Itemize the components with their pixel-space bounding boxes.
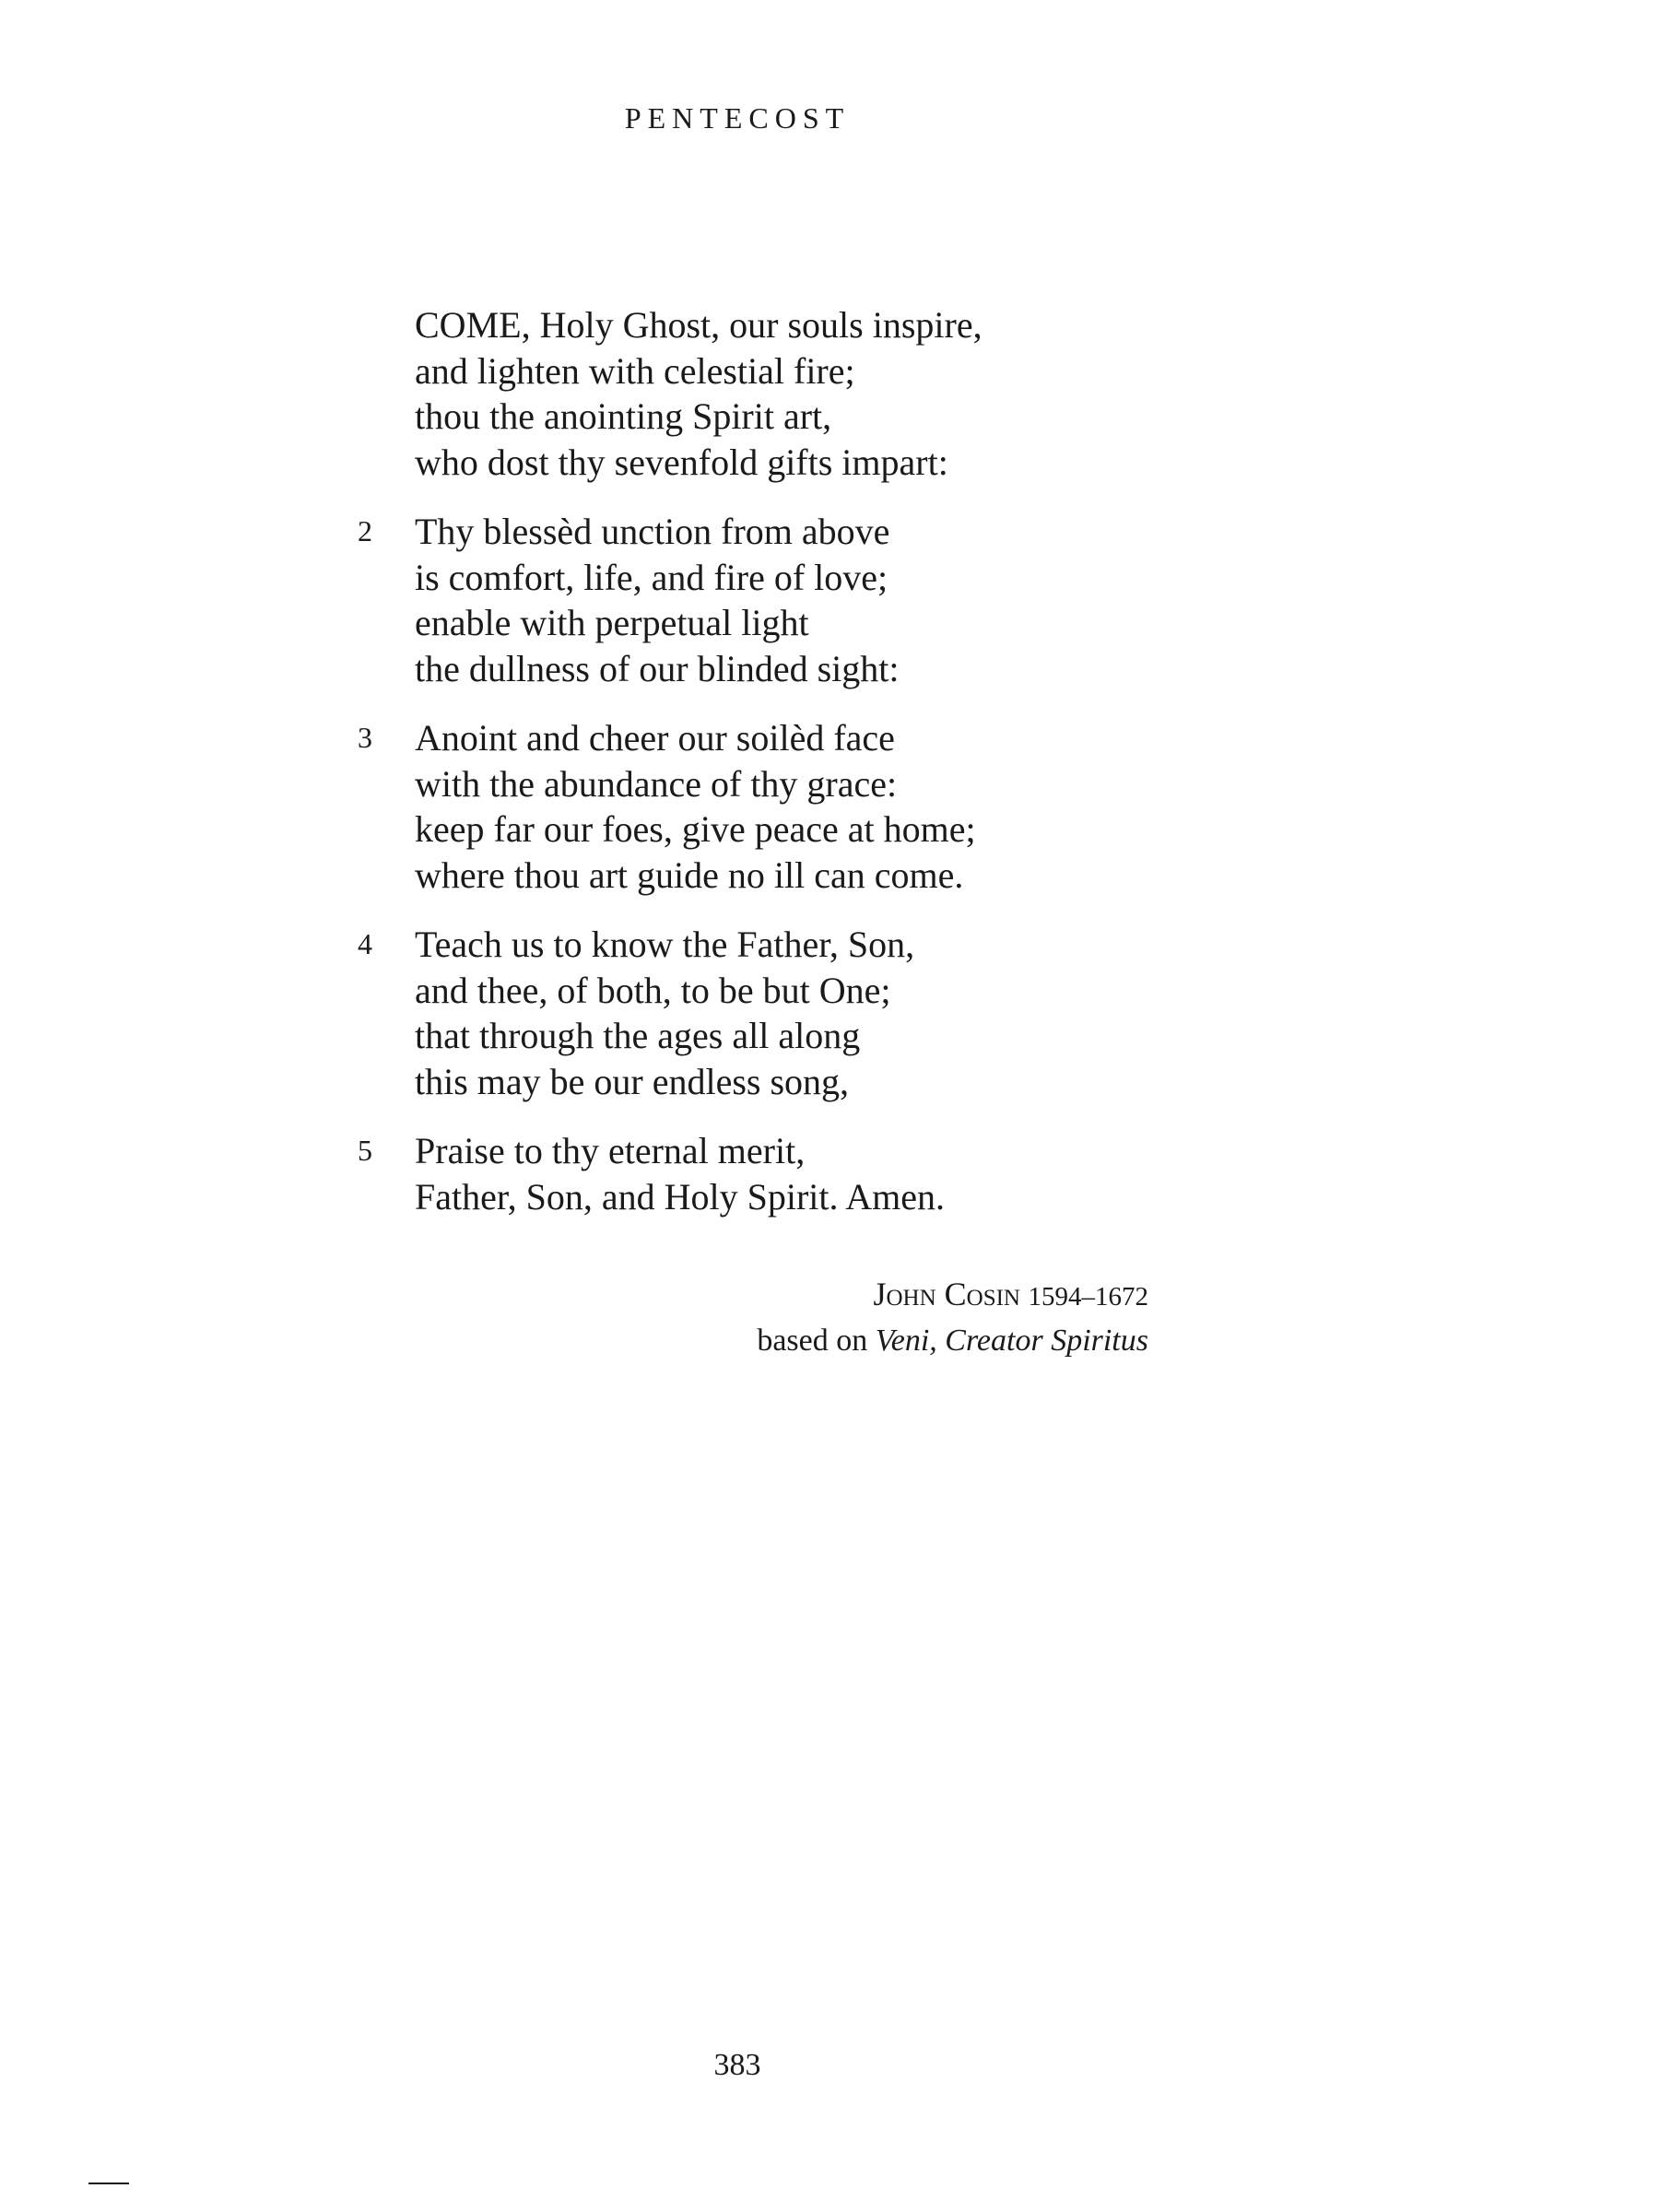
verse-line: Father, Son, and Holy Spirit. Amen. <box>415 1175 946 1218</box>
verse-line: thou the anointing Spirit art, <box>415 395 832 437</box>
verse-line: Praise to thy eternal merit, <box>415 1130 806 1171</box>
running-head: PENTECOST <box>624 101 851 135</box>
verse-2 <box>0 509 1659 691</box>
verse-3 <box>0 715 1659 898</box>
verse-line: with the abundance of thy grace: <box>415 762 898 805</box>
verse-line: Teach us to know the Father, Son, <box>415 924 915 965</box>
verse-number: 3 <box>358 721 372 754</box>
verse-line: and thee, of both, to be but One; <box>415 969 891 1011</box>
verse-number: 5 <box>358 1134 372 1167</box>
verse-line: this may be our endless song, <box>415 1060 850 1102</box>
verse-line: keep far our foes, give peace at home; <box>415 808 976 850</box>
source-line <box>757 1319 1148 1363</box>
verse-5 <box>0 1128 1659 1219</box>
hymn-text <box>0 302 1659 1243</box>
verse-number: 2 <box>358 514 372 547</box>
verse-line: Thy blessèd unction from above <box>415 511 890 552</box>
author-name: John Cosin <box>873 1276 1020 1312</box>
page-number: 383 <box>713 2048 761 2082</box>
verse-line: enable with perpetual light <box>415 602 809 643</box>
author-line <box>757 1272 1148 1319</box>
author-dates: 1594–1672 <box>1028 1282 1148 1312</box>
verse-line: who dost thy sevenfold gifts impart: <box>415 441 948 483</box>
source-title: Veni, Creator Spiritus <box>875 1324 1148 1358</box>
verse-line: is comfort, life, and fire of love; <box>415 556 888 598</box>
verse-line: Anoint and cheer our soilèd face <box>415 717 895 759</box>
verse-line: that through the ages all along <box>415 1015 861 1056</box>
verse-line: and lighten with celestial fire; <box>415 349 855 392</box>
attribution <box>757 1272 1148 1363</box>
verse-number: 4 <box>358 927 372 960</box>
verse-line: the dullness of our blinded sight: <box>415 647 900 689</box>
verse-line: COME, Holy Ghost, our souls inspire, <box>415 304 982 346</box>
source-prefix: based on <box>757 1324 868 1358</box>
verse-line: where thou art guide no ill can come. <box>415 853 964 896</box>
page-edge-mark <box>88 2183 129 2184</box>
verse-4 <box>0 922 1659 1104</box>
verse-1 <box>0 302 1659 485</box>
